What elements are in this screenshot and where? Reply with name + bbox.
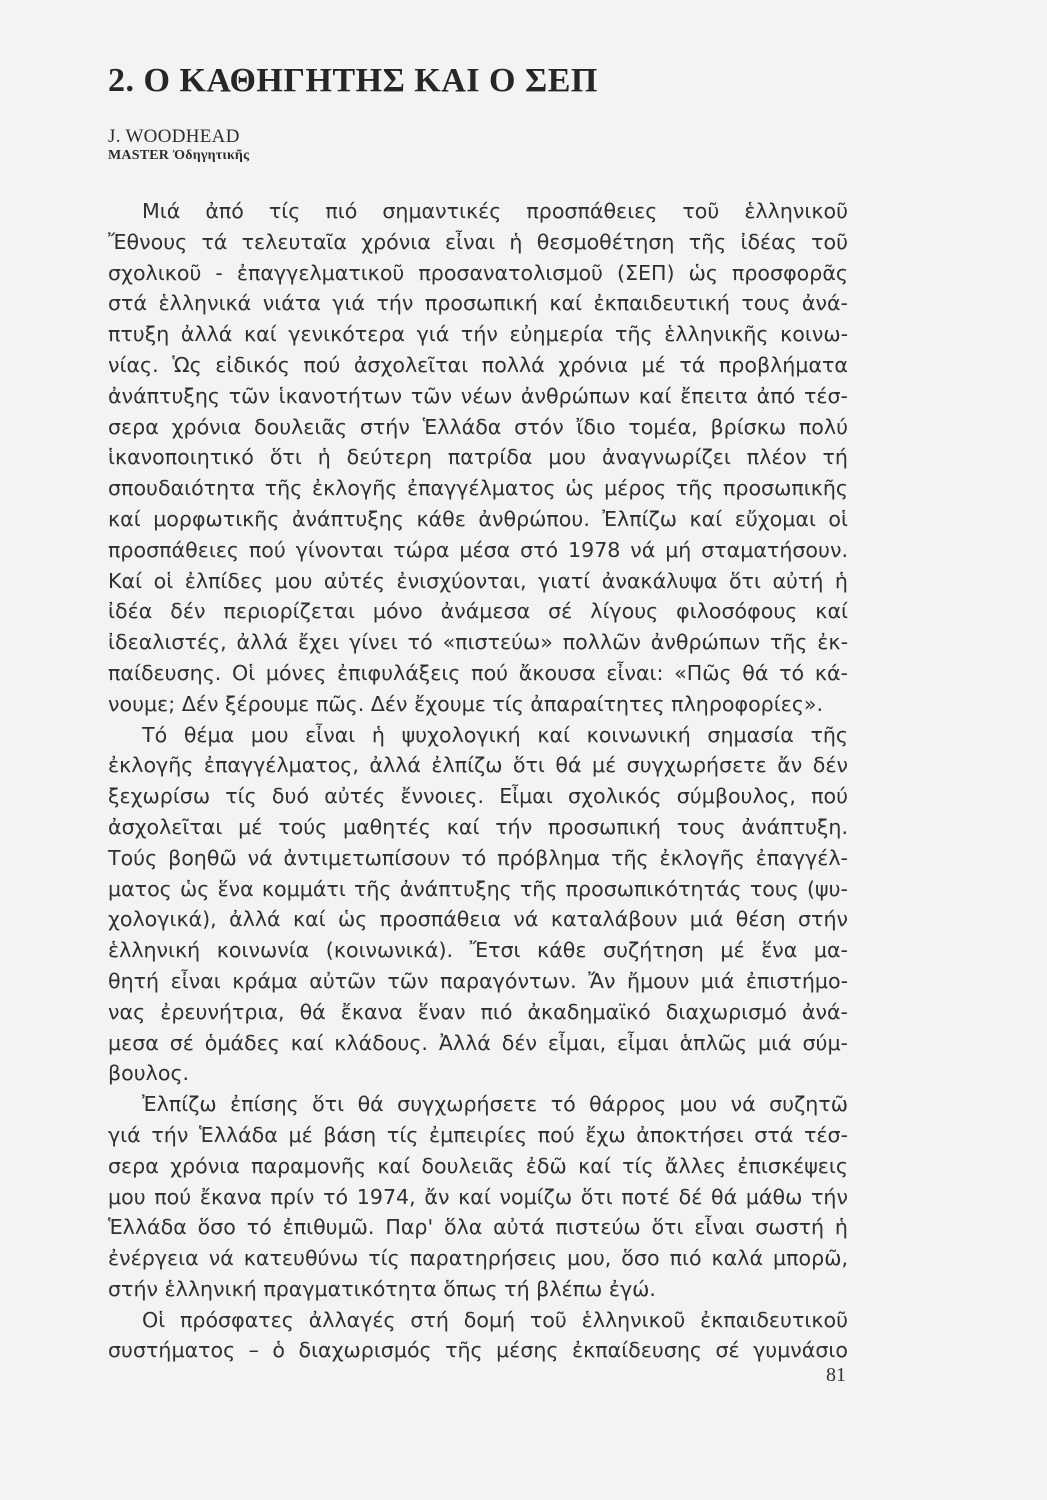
text-line: χολογικά), ἀλλά καί ὡς προσπάθεια νά καταλάβουν μιά θέση στήν <box>108 907 848 932</box>
text-line: προσπάθειες πού γίνονται τώρα μέσα στό 1978 νά μή σταματήσουν. <box>108 537 848 562</box>
text-line: καί μορφωτικῆς ἀνάπτυξης κάθε ἀνθρώπου. Ἐλπίζω καί εὔχομαι οἱ <box>108 506 848 531</box>
text-line: σερα χρόνια δουλειᾶς στήν Ἑλλάδα στόν ἴδιο τομέα, βρίσκω πολύ <box>108 414 848 439</box>
text-line: ἱκανοποιητικό ὅτι ἡ δεύτερη πατρίδα μου ἀναγνωρίζει πλέον τή <box>108 445 848 470</box>
text-line: πτυξη ἀλλά καί γενικότερα γιά τήν εὐημερία τῆς ἑλληνικῆς κοινω- <box>108 322 848 347</box>
text-line: νας ἐρευνήτρια, θά ἔκανα ἕναν πιό ἀκαδημαϊκό διαχωρισμό ἀνά- <box>108 999 848 1024</box>
text-line: σπουδαιότητα τῆς ἐκλογῆς ἐπαγγέλματος ὡς μέρος τῆς προσωπικῆς <box>108 476 848 501</box>
text-line: Ἑλλάδα ὅσο τό ἐπιθυμῶ. Παρ' ὅλα αὐτά πιστεύω ὅτι εἶναι σωστή ἡ <box>108 1215 848 1240</box>
text-line: σχολικοῦ - ἐπαγγελματικοῦ προσανατολισμοῦ (ΣΕΠ) ὡς προσφορᾶς <box>108 260 848 285</box>
text-line: ἑλληνική κοινωνία (κοινωνικά). Ἔτσι κάθε συζήτηση μέ ἕνα μα- <box>108 938 848 963</box>
text-line: παίδευσης. Οἱ μόνες ἐπιφυλάξεις πού ἄκουσα εἶναι: «Πῶς θά τό κά- <box>108 660 848 685</box>
author-role: MASTER Ὀδηγητικῆς <box>108 148 250 163</box>
text-line: ἰδεαλιστές, ἀλλά ἔχει γίνει τό «πιστεύω» πολλῶν ἀνθρώπων τῆς ἐκ- <box>108 630 848 655</box>
text-line: ξεχωρίσω τίς δυό αὐτές ἔννοιες. Εἶμαι σχολικός σύμβουλος, πού <box>108 784 848 809</box>
text-line: ἀσχολεῖται μέ τούς μαθητές καί τήν προσωπική τους ἀνάπτυξη. <box>108 814 848 839</box>
text-line: νουμε; Δέν ξέρουμε πῶς. Δέν ἔχουμε τίς ἀπαραίτητες πληροφορίες». <box>108 691 824 716</box>
text-line: Ἔθνους τά τελευταῖα χρόνια εἶναι ἡ θεσμοθέτηση τῆς ἰδέας τοῦ <box>108 229 848 254</box>
text-line: ἐκλογῆς ἐπαγγέλματος, ἀλλά ἐλπίζω ὅτι θά μέ συγχωρήσετε ἄν δέν <box>108 753 848 778</box>
text-line: γιά τήν Ἑλλάδα μέ βάση τίς ἐμπειρίες πού ἔχω ἀποκτήσει στά τέσ- <box>108 1122 848 1147</box>
text-line: στήν ἑλληνική πραγματικότητα ὅπως τή βλέπω ἐγώ. <box>108 1276 656 1301</box>
paragraph <box>108 720 848 1090</box>
page-number: 81 <box>826 1364 846 1386</box>
text-line: ἀνάπτυξης τῶν ἱκανοτήτων τῶν νέων ἀνθρώπων καί ἔπειτα ἀπό τέσ- <box>108 383 848 408</box>
chapter-title: 2. Ο ΚΑΘΗΓΗΤΗΣ ΚΑΙ Ο ΣΕΠ <box>108 62 598 99</box>
author-block <box>108 126 249 164</box>
paragraph <box>108 1089 848 1305</box>
paragraph <box>108 196 848 720</box>
text-line: συστήματος – ὁ διαχωρισμός τῆς μέσης ἐκπαίδευσης σέ γυμνάσιο <box>108 1338 848 1363</box>
author-name: J. WOODHEAD <box>108 126 240 147</box>
text-line: νίας. Ὡς εἰδικός πού ἀσχολεῖται πολλά χρόνια μέ τά προβλήματα <box>108 352 848 377</box>
text-line: Μιά ἀπό τίς πιό σημαντικές προσπάθειες τοῦ ἑλληνικοῦ <box>142 199 848 223</box>
text-line: θητή εἶναι κράμα αὐτῶν τῶν παραγόντων. Ἄν ἤμουν μιά ἐπιστήμο- <box>108 968 848 993</box>
text-line: βουλος. <box>108 1061 190 1086</box>
article-body <box>108 196 848 1366</box>
text-line: στά ἑλληνικά νιάτα γιά τήν προσωπική καί ἐκπαιδευτική τους ἀνά- <box>108 291 848 316</box>
text-line: σερα χρόνια παραμονῆς καί δουλειᾶς ἐδῶ καί τίς ἄλλες ἐπισκέψεις <box>108 1153 848 1178</box>
text-line: Τούς βοηθῶ νά ἀντιμετωπίσουν τό πρόβλημα τῆς ἐκλογῆς ἐπαγγέλ- <box>108 845 848 870</box>
text-line: ματος ὡς ἕνα κομμάτι τῆς ἀνάπτυξης τῆς προσωπικότητάς τους (ψυ- <box>108 876 848 901</box>
text-line: μου πού ἔκανα πρίν τό 1974, ἄν καί νομίζω ὅτι ποτέ δέ θά μάθω τήν <box>108 1184 848 1209</box>
text-line: Οἱ πρόσφατες ἀλλαγές στή δομή τοῦ ἑλληνικοῦ ἐκπαιδευτικοῦ <box>142 1307 848 1332</box>
text-line: μεσα σέ ὁμάδες καί κλάδους. Ἀλλά δέν εἶμαι, εἶμαι ἁπλῶς μιά σύμ- <box>108 1030 848 1055</box>
text-line: Καί οἱ ἐλπίδες μου αὐτές ἐνισχύονται, γιατί ἀνακάλυψα ὅτι αὐτή ἡ <box>108 568 848 593</box>
paragraph <box>108 1305 848 1367</box>
text-line: Τό θέμα μου εἶναι ἡ ψυχολογική καί κοινωνική σημασία τῆς <box>142 722 848 747</box>
text-line: ἐνέργεια νά κατευθύνω τίς παρατηρήσεις μου, ὅσο πιό καλά μπορῶ, <box>108 1246 848 1271</box>
text-line: Ἐλπίζω ἐπίσης ὅτι θά συγχωρήσετε τό θάρρος μου νά συζητῶ <box>142 1092 848 1117</box>
text-line: ἰδέα δέν περιορίζεται μόνο ἀνάμεσα σέ λίγους φιλοσόφους καί <box>108 599 848 624</box>
